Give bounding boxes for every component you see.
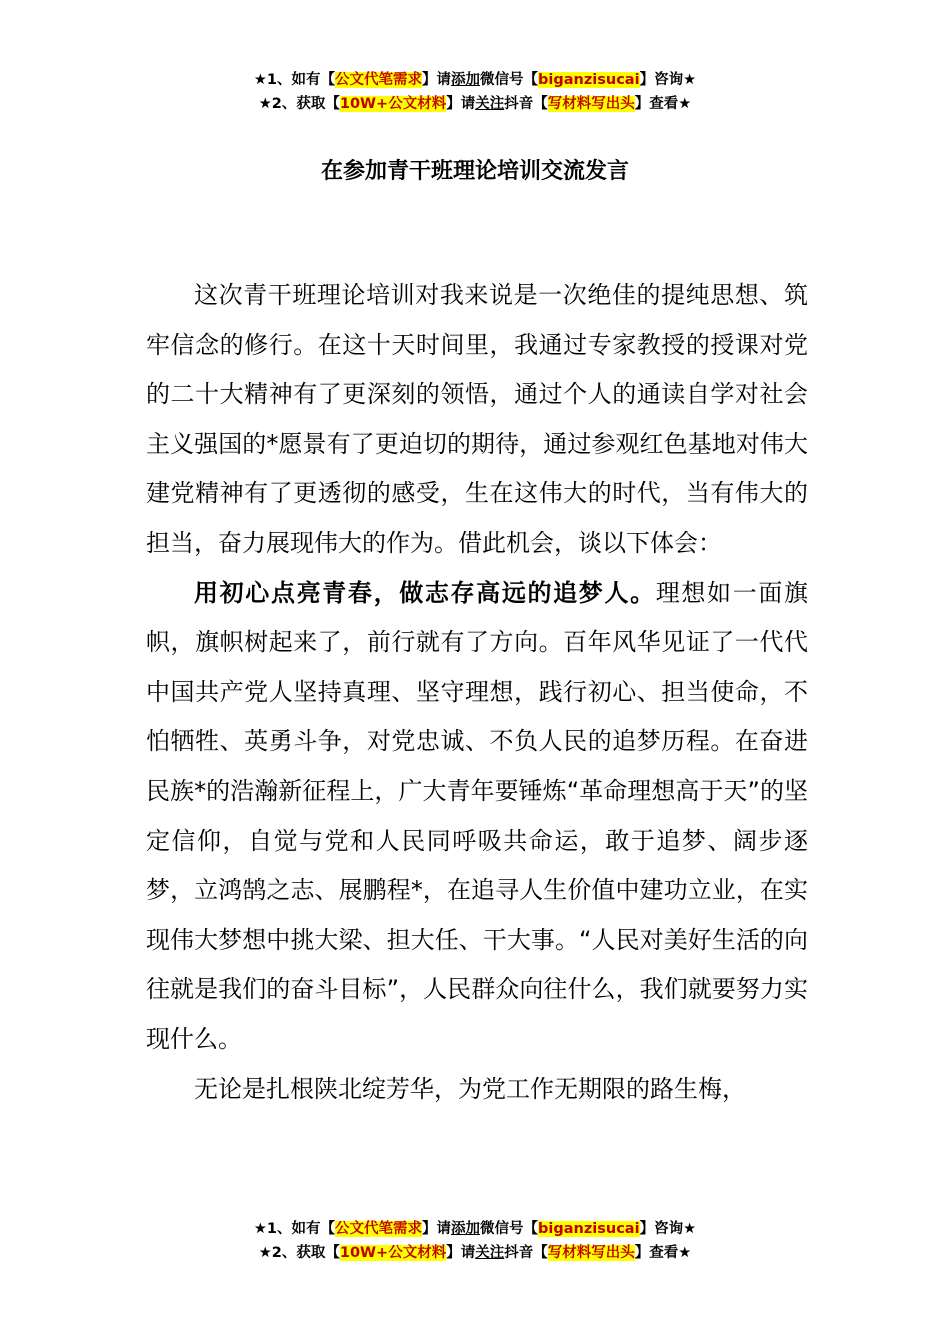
paragraph-3 — [146, 1065, 808, 1115]
banner-text: ★2、获取【 — [258, 1245, 340, 1261]
banner-text: ★1、如有【 — [253, 72, 336, 88]
highlight-douyin-id: 写材料写出头 — [547, 1245, 635, 1261]
banner-text: 】请 — [422, 72, 452, 88]
banner-line-2 — [0, 92, 950, 116]
header-banner — [0, 68, 950, 116]
banner-text: ★1、如有【 — [253, 1221, 336, 1237]
highlight-service: 公文代笔需求 — [335, 72, 423, 88]
banner-text: 微信号【 — [480, 1221, 539, 1237]
document-body — [146, 271, 808, 1114]
underlined-text: 添加 — [451, 72, 481, 88]
banner-text: ★2、获取【 — [258, 96, 340, 112]
banner-line-1 — [0, 1217, 950, 1241]
paragraph-text: 这次青干班理论培训对我来说是一次绝佳的提纯思想、筑牢信念的修行。在这十天时间里，我通过专家教授的授课对党的二十大精神有了更深刻的领悟，通过个人的通读自学对社会主义强国的*愿景有了更迫切的期待，通过参观红色基地对伟大建党精神有了更透彻的感受，生在这伟大的时代，当有伟大的担当，奋力展现伟大的作为。借此机会，谈以下体会： — [146, 281, 808, 557]
underlined-text: 关注 — [475, 1245, 505, 1261]
banner-text: 微信号【 — [480, 72, 539, 88]
banner-text: 】查看★ — [634, 1245, 692, 1261]
highlight-materials: 10W+公文材料 — [339, 1245, 447, 1261]
highlight-materials: 10W+公文材料 — [339, 96, 447, 112]
banner-text: 】请 — [446, 96, 476, 112]
banner-text: 抖音【 — [504, 1245, 548, 1261]
banner-text: 】请 — [422, 1221, 452, 1237]
highlight-wechat-id: biganzisucai — [538, 72, 640, 88]
paragraph-2 — [146, 569, 808, 1065]
highlight-service: 公文代笔需求 — [335, 1221, 423, 1237]
underlined-text: 添加 — [451, 1221, 481, 1237]
banner-line-1 — [0, 68, 950, 92]
paragraph-1 — [146, 271, 808, 569]
banner-text: 】请 — [446, 1245, 476, 1261]
highlight-wechat-id: biganzisucai — [538, 1221, 640, 1237]
paragraph-text: 无论是扎根陕北绽芳华，为党工作无期限的路生梅， — [194, 1074, 746, 1103]
banner-line-2 — [0, 1241, 950, 1265]
paragraph-text: 理想如一面旗帜，旗帜树起来了，前行就有了方向。百年风华见证了一代代中国共产党人坚持真理、坚守理想，践行初心、担当使命，不怕牺牲、英勇斗争，对党忠诚、不负人民的追梦历程。在奋进民族*的浩瀚新征程上，广大青年要锤炼“革命理想高于天”的坚定信仰，自觉与党和人民同呼吸共命运，敢于追梦、阔步逐梦，立鸿鹄之志、展鹏程*，在追寻人生价值中建功立业，在实现伟大梦想中挑大梁、担大任、干大事。“人民对美好生活的向往就是我们的奋斗目标”，人民群众向往什么，我们就要努力实现什么。 — [146, 578, 809, 1053]
paragraph-lead: 用初心点亮青春，做志存高远的追梦人。 — [194, 578, 656, 607]
banner-text: 】咨询★ — [639, 1221, 697, 1237]
banner-text: 】咨询★ — [639, 72, 697, 88]
document-title: 在参加青干班理论培训交流发言 — [320, 159, 629, 184]
banner-text: 抖音【 — [504, 96, 548, 112]
highlight-douyin-id: 写材料写出头 — [547, 96, 635, 112]
underlined-text: 关注 — [475, 96, 505, 112]
banner-text: 】查看★ — [634, 96, 692, 112]
footer-banner — [0, 1217, 950, 1265]
